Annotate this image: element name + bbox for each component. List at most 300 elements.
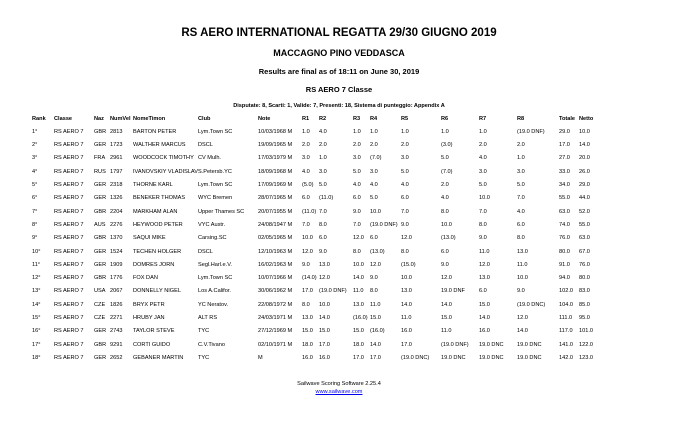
- table-cell: GER: [94, 328, 107, 335]
- table-cell: 1723: [110, 142, 123, 149]
- table-cell: 2743: [110, 328, 123, 335]
- table-cell: 7.0: [516, 195, 525, 202]
- column-header: NomeTimon: [133, 115, 166, 122]
- table-cell: 2067: [110, 288, 123, 295]
- table-cell: RS AERO 7: [54, 155, 84, 162]
- table-cell: VYC Austr.: [197, 221, 226, 228]
- table-cell: 3°: [32, 155, 38, 162]
- table-cell: BARTON PETER: [133, 128, 177, 135]
- table-cell: 102.0: [558, 288, 573, 295]
- table-cell: 12.0: [301, 248, 313, 255]
- table-cell: FRA: [94, 155, 106, 162]
- table-cell: 5.0: [352, 168, 361, 175]
- table-cell: RS AERO 7: [54, 328, 84, 335]
- results-header-row: [32, 113, 601, 126]
- table-cell: 22/08/1972 M: [257, 301, 293, 308]
- table-cell: 19.0 DNF: [440, 288, 465, 295]
- table-cell: 13.0: [318, 261, 330, 268]
- column-header: R6: [440, 115, 449, 122]
- table-cell: 55.0: [578, 221, 590, 228]
- table-cell: 3.0: [318, 168, 327, 175]
- table-cell: 5.0: [318, 182, 327, 189]
- table-cell: CV Mulh.: [197, 155, 221, 162]
- table-row: [32, 126, 601, 139]
- table-cell: 2318: [110, 182, 123, 189]
- table-cell: 10.0: [478, 195, 490, 202]
- table-cell: 5.0: [478, 182, 487, 189]
- table-cell: HRUBY JAN: [133, 315, 165, 321]
- column-header: Rank: [32, 115, 46, 122]
- table-cell: 19.0 DNC: [440, 354, 466, 361]
- table-cell: 20/07/1955 M: [257, 208, 293, 215]
- table-cell: 12/10/1963 M: [257, 248, 293, 255]
- table-cell: 26.0: [578, 168, 590, 175]
- table-cell: 4.0: [440, 195, 449, 202]
- table-cell: RS AERO 7: [54, 341, 84, 348]
- results-table: [32, 113, 601, 365]
- table-cell: Carsing.SC: [197, 235, 227, 242]
- column-header: Note: [257, 115, 271, 122]
- table-cell: 18.0: [352, 341, 364, 348]
- table-cell: 1370: [110, 235, 123, 242]
- table-cell: WOODCOCK TIMOTHY: [133, 155, 194, 162]
- table-cell: (14.0): [301, 275, 317, 282]
- table-cell: TAYLOR STEVE: [133, 328, 175, 335]
- table-cell: 63.0: [578, 235, 590, 242]
- table-cell: 14.0: [369, 341, 381, 348]
- table-cell: ALT RS: [197, 315, 218, 321]
- table-row: [32, 272, 601, 285]
- table-cell: 3.0: [516, 168, 525, 175]
- table-cell: (19.0 DNF): [318, 288, 347, 295]
- table-cell: 2652: [110, 354, 123, 361]
- column-header: Netto: [578, 115, 594, 122]
- table-cell: 20.0: [578, 155, 590, 162]
- table-cell: 12.0: [516, 315, 528, 321]
- table-cell: 94.0: [558, 275, 570, 282]
- table-cell: 2.0: [352, 142, 361, 149]
- table-cell: 13.0: [301, 315, 313, 321]
- table-row: [32, 232, 601, 245]
- table-row: [32, 286, 601, 299]
- table-cell: GER: [94, 182, 107, 189]
- table-cell: 104.0: [558, 301, 573, 308]
- table-cell: RS AERO 7: [54, 208, 84, 215]
- page-title: RS AERO INTERNATIONAL REGATTA 29/30 GIUGNO 2019: [181, 27, 497, 39]
- table-cell: RS AERO 7: [54, 301, 84, 308]
- table-cell: 17.0: [558, 142, 570, 149]
- table-cell: 12.0: [369, 261, 381, 268]
- table-cell: 13.0: [516, 248, 528, 255]
- table-cell: 12.0: [440, 275, 452, 282]
- table-cell: 8.0: [301, 301, 310, 308]
- table-row: [32, 312, 601, 325]
- table-cell: 34.0: [558, 182, 570, 189]
- table-cell: 15.0: [352, 328, 364, 335]
- table-cell: 33.0: [558, 168, 570, 175]
- table-cell: 12°: [32, 275, 41, 282]
- table-cell: DONNELLY NIGEL: [133, 288, 181, 295]
- table-cell: 1826: [110, 301, 123, 308]
- table-cell: 6.0: [369, 235, 378, 242]
- table-cell: Upper Thames SC: [197, 208, 245, 215]
- table-cell: 9.0: [301, 261, 310, 268]
- table-cell: 6.0: [318, 235, 327, 242]
- column-header: R4: [369, 115, 378, 122]
- table-cell: 3.0: [352, 155, 361, 162]
- table-cell: 1.0: [352, 128, 361, 135]
- table-cell: (19.0 DNC): [400, 354, 430, 361]
- table-cell: 14.0: [318, 315, 330, 321]
- table-cell: 14.0: [578, 142, 590, 149]
- table-cell: 2.0: [478, 142, 487, 149]
- table-cell: 8.0: [318, 221, 327, 228]
- table-cell: 8.0: [478, 221, 487, 228]
- table-cell: 7.0: [400, 208, 409, 215]
- table-cell: RS AERO 7: [54, 128, 84, 135]
- table-cell: 14°: [32, 301, 41, 308]
- table-cell: IVANOVSKIY VLADISLAV: [133, 168, 198, 175]
- table-cell: 15.0: [301, 328, 313, 335]
- table-cell: 6.0: [440, 248, 449, 255]
- table-cell: Los A.Califor.: [197, 288, 231, 295]
- table-cell: THORNE KARL: [133, 182, 173, 189]
- table-cell: 7.0: [352, 221, 361, 228]
- table-cell: 9.0: [440, 261, 449, 268]
- column-header: Totale: [558, 115, 576, 122]
- table-cell: (16.0): [352, 315, 368, 321]
- table-row: [32, 246, 601, 259]
- table-cell: M: [257, 354, 263, 361]
- table-cell: 7.0: [301, 221, 310, 228]
- table-cell: 5.0: [440, 155, 449, 162]
- table-cell: 5°: [32, 182, 38, 189]
- table-cell: (19.0 DNF): [440, 341, 469, 348]
- table-row: [32, 166, 601, 179]
- table-cell: 16°: [32, 328, 41, 335]
- table-cell: DOMRES JORN: [133, 261, 175, 268]
- table-cell: BENEKER THOMAS: [133, 195, 186, 202]
- table-cell: 74.0: [558, 221, 570, 228]
- table-cell: 9.0: [478, 235, 487, 242]
- table-cell: 4.0: [478, 155, 487, 162]
- table-cell: 1.0: [301, 128, 310, 135]
- table-cell: CZE: [94, 315, 106, 321]
- table-cell: 76.0: [558, 235, 570, 242]
- sailwave-link[interactable]: www.sailwave.com: [315, 389, 363, 395]
- table-cell: (3.0): [440, 142, 453, 149]
- column-header: R7: [478, 115, 487, 122]
- table-row: [32, 339, 601, 352]
- table-cell: 14.0: [478, 315, 490, 321]
- table-cell: 1.0: [318, 155, 327, 162]
- table-row: [32, 192, 601, 205]
- table-cell: 141.0: [558, 341, 573, 348]
- table-cell: 1.0: [516, 155, 525, 162]
- table-cell: WYC Bremen: [197, 195, 233, 202]
- table-cell: 10.0: [369, 208, 381, 215]
- table-cell: 122.0: [578, 341, 593, 348]
- table-cell: 4.0: [318, 128, 327, 135]
- table-cell: 55.0: [558, 195, 570, 202]
- table-cell: 2.0: [400, 142, 409, 149]
- table-cell: RS AERO 7: [54, 168, 84, 175]
- table-cell: GER: [94, 142, 107, 149]
- table-row: [32, 219, 601, 232]
- table-cell: 9.0: [369, 275, 378, 282]
- table-cell: (19.0 DNC): [516, 301, 546, 308]
- table-cell: 142.0: [558, 354, 573, 361]
- table-cell: 2.0: [301, 142, 310, 149]
- column-header: Classe: [54, 115, 73, 122]
- table-cell: 1.0: [440, 128, 449, 135]
- table-cell: 85.0: [578, 301, 590, 308]
- table-cell: RS AERO 7: [54, 248, 84, 255]
- table-cell: 19.0 DNC: [478, 341, 504, 348]
- table-cell: Lym.Town SC: [197, 182, 233, 189]
- table-cell: 4°: [32, 168, 38, 175]
- table-cell: 11.0: [369, 301, 381, 308]
- table-cell: 28/07/1965 M: [257, 195, 293, 202]
- table-cell: 11°: [32, 261, 41, 268]
- table-cell: 10.0: [352, 261, 364, 268]
- table-cell: 12.0: [478, 261, 490, 268]
- table-cell: 15.0: [369, 315, 381, 321]
- table-cell: 17.0: [301, 288, 313, 295]
- table-cell: 17.0: [369, 354, 381, 361]
- table-cell: 76.0: [578, 261, 590, 268]
- column-header: Naz: [94, 115, 104, 122]
- table-cell: 12.0: [318, 275, 330, 282]
- table-cell: 8.0: [352, 248, 361, 255]
- table-cell: 17.0: [400, 341, 412, 348]
- table-cell: 3.0: [301, 155, 310, 162]
- table-cell: 19.0 DNC: [478, 354, 504, 361]
- table-cell: 117.0: [558, 328, 573, 335]
- table-cell: RS AERO 7: [54, 354, 84, 361]
- table-cell: 11.0: [478, 248, 490, 255]
- table-cell: 10°: [32, 248, 41, 255]
- table-cell: 1797: [110, 168, 123, 175]
- table-cell: 14.0: [516, 328, 528, 335]
- table-cell: 1.0: [478, 128, 487, 135]
- table-cell: 7.0: [478, 208, 487, 215]
- table-cell: 10.0: [440, 221, 452, 228]
- table-cell: 4.0: [301, 168, 310, 175]
- table-cell: 9.0: [352, 208, 361, 215]
- table-cell: 2.0: [516, 142, 525, 149]
- table-cell: RS AERO 7: [54, 275, 84, 282]
- table-cell: 16/02/1963 M: [257, 261, 293, 268]
- table-cell: GEBANER MARTIN: [133, 354, 184, 361]
- table-cell: 67.0: [578, 248, 590, 255]
- table-cell: 1°: [32, 128, 38, 135]
- table-cell: 19.0 DNC: [516, 354, 542, 361]
- table-cell: 3.0: [400, 155, 409, 162]
- table-cell: CORTI GUIDO: [133, 341, 171, 348]
- table-cell: GER: [94, 248, 107, 255]
- table-cell: 10.0: [400, 275, 412, 282]
- table-cell: 10.0: [318, 301, 330, 308]
- table-cell: (15.0): [400, 261, 416, 268]
- software-credit: Sailwave Scoring Software 2.25.4: [297, 381, 381, 387]
- table-cell: 95.0: [578, 315, 590, 321]
- table-cell: 16.0: [400, 328, 412, 335]
- table-cell: 2276: [110, 221, 123, 228]
- table-cell: 14.0: [440, 301, 452, 308]
- table-cell: 18/09/1968 M: [257, 168, 293, 175]
- table-cell: 8.0: [440, 208, 449, 215]
- table-cell: 13.0: [478, 275, 490, 282]
- table-cell: 123.0: [578, 354, 593, 361]
- table-cell: 80.0: [558, 248, 570, 255]
- table-cell: (16.0): [369, 328, 385, 335]
- table-cell: 83.0: [578, 288, 590, 295]
- table-cell: RUS: [94, 168, 106, 175]
- table-cell: 15.0: [318, 328, 330, 335]
- table-cell: 2204: [110, 208, 123, 215]
- table-cell: 10.0: [301, 235, 313, 242]
- table-cell: 5.0: [400, 168, 409, 175]
- table-cell: Lym.Town SC: [197, 128, 233, 135]
- table-cell: RS AERO 7: [54, 142, 84, 149]
- table-cell: 13°: [32, 288, 41, 295]
- table-cell: GBR: [94, 275, 107, 282]
- table-cell: 11.0: [352, 288, 364, 295]
- table-cell: 52.0: [578, 208, 590, 215]
- table-cell: 10.0: [578, 128, 590, 135]
- table-cell: 13.0: [400, 288, 412, 295]
- table-cell: YC Neratov.: [197, 301, 229, 308]
- table-cell: 02/05/1965 M: [257, 235, 293, 242]
- table-cell: 15.0: [440, 315, 452, 321]
- table-row: [32, 299, 601, 312]
- table-cell: TYC: [197, 328, 210, 335]
- table-cell: 6.0: [400, 195, 409, 202]
- table-cell: 4.0: [352, 182, 361, 189]
- class-name: RS AERO 7 Classe: [305, 85, 373, 94]
- column-header: R5: [400, 115, 409, 122]
- table-cell: 8°: [32, 221, 38, 228]
- table-cell: TECHEN HOLGER: [133, 248, 182, 255]
- table-cell: 10.0: [516, 275, 528, 282]
- table-cell: 3.0: [369, 168, 378, 175]
- column-header: Club: [197, 115, 211, 122]
- table-cell: GER: [94, 354, 107, 361]
- table-cell: 10/03/1968 M: [257, 128, 293, 135]
- table-cell: 2.0: [369, 142, 378, 149]
- table-row: [32, 179, 601, 192]
- table-cell: 5.0: [369, 195, 378, 202]
- table-cell: DSCL: [197, 248, 213, 255]
- table-cell: (13.0): [369, 248, 385, 255]
- table-cell: CZE: [94, 301, 106, 308]
- table-cell: RS AERO 7: [54, 195, 84, 202]
- table-cell: 27/12/1969 M: [257, 328, 293, 335]
- table-cell: GBR: [94, 235, 107, 242]
- column-header: NumVel: [110, 115, 131, 122]
- table-cell: 9291: [110, 341, 123, 348]
- table-cell: (13.0): [440, 235, 456, 242]
- table-cell: (19.0 DNF): [516, 128, 545, 135]
- table-cell: 4.0: [369, 182, 378, 189]
- column-header: R2: [318, 115, 327, 122]
- table-cell: GER: [94, 261, 107, 268]
- table-cell: RS AERO 7: [54, 261, 84, 268]
- results-body: [32, 126, 601, 365]
- table-cell: WALTHER MARCUS: [133, 142, 186, 149]
- table-cell: 19/09/1965 M: [257, 142, 293, 149]
- table-cell: 11.0: [400, 315, 412, 321]
- table-cell: 6.0: [478, 288, 487, 295]
- series-summary: Disputate: 8, Scarti: 1, Valide: 7, Presenti: 18, Sistema di punteggio: Appendix A: [233, 103, 445, 109]
- table-cell: 7°: [32, 208, 38, 215]
- table-cell: DSCL: [197, 142, 213, 149]
- table-cell: 4.0: [400, 182, 409, 189]
- table-cell: 14.0: [400, 301, 412, 308]
- table-cell: 8.0: [369, 288, 378, 295]
- table-cell: (7.0): [440, 168, 453, 175]
- table-cell: 9.0: [516, 288, 525, 295]
- table-cell: 7.0: [318, 208, 327, 215]
- table-cell: 2813: [110, 128, 123, 135]
- table-cell: 17.0: [352, 354, 364, 361]
- column-header: R1: [301, 115, 310, 122]
- table-cell: 44.0: [578, 195, 590, 202]
- final-note: Results are final as of 18:11 on June 30, 2019: [258, 67, 420, 76]
- table-cell: 80.0: [578, 275, 590, 282]
- table-cell: 4.0: [516, 208, 525, 215]
- table-cell: 24/08/1947 M: [257, 221, 293, 228]
- table-row: [32, 259, 601, 272]
- table-cell: 18.0: [301, 341, 313, 348]
- table-cell: 1524: [110, 248, 123, 255]
- table-cell: 3.0: [478, 168, 487, 175]
- table-row: [32, 139, 601, 152]
- table-cell: 16.0: [318, 354, 330, 361]
- table-cell: BRYX PETR: [133, 301, 165, 308]
- table-cell: 1776: [110, 275, 123, 282]
- table-cell: Segl.Harl.e.V.: [197, 261, 232, 268]
- table-cell: 17.0: [318, 341, 330, 348]
- table-cell: 6.0: [301, 195, 310, 202]
- table-cell: 10/07/1966 M: [257, 275, 293, 282]
- table-cell: HEYWOOD PETER: [133, 221, 183, 228]
- table-cell: 1.0: [400, 128, 409, 135]
- table-cell: (5.0): [301, 182, 314, 189]
- table-cell: (7.0): [369, 155, 382, 162]
- table-cell: 1909: [110, 261, 123, 268]
- table-cell: (11.0): [301, 208, 317, 215]
- table-cell: 101.0: [578, 328, 593, 335]
- table-cell: 2.0: [318, 142, 327, 149]
- table-cell: 1326: [110, 195, 123, 202]
- table-cell: 111.0: [558, 315, 573, 321]
- table-cell: MARKHAM ALAN: [133, 208, 178, 215]
- table-cell: 15.0: [478, 301, 490, 308]
- table-cell: 24/03/1971 M: [257, 315, 293, 321]
- table-cell: 12.0: [400, 235, 412, 242]
- table-cell: 12.0: [352, 235, 364, 242]
- table-cell: 63.0: [558, 208, 570, 215]
- table-row: [32, 325, 601, 338]
- table-cell: 17/09/1969 M: [257, 182, 293, 189]
- table-cell: 2271: [110, 315, 123, 321]
- table-cell: AUS: [94, 221, 106, 228]
- table-cell: 2°: [32, 142, 38, 149]
- table-cell: RS AERO 7: [54, 221, 84, 228]
- table-cell: 2.0: [440, 182, 449, 189]
